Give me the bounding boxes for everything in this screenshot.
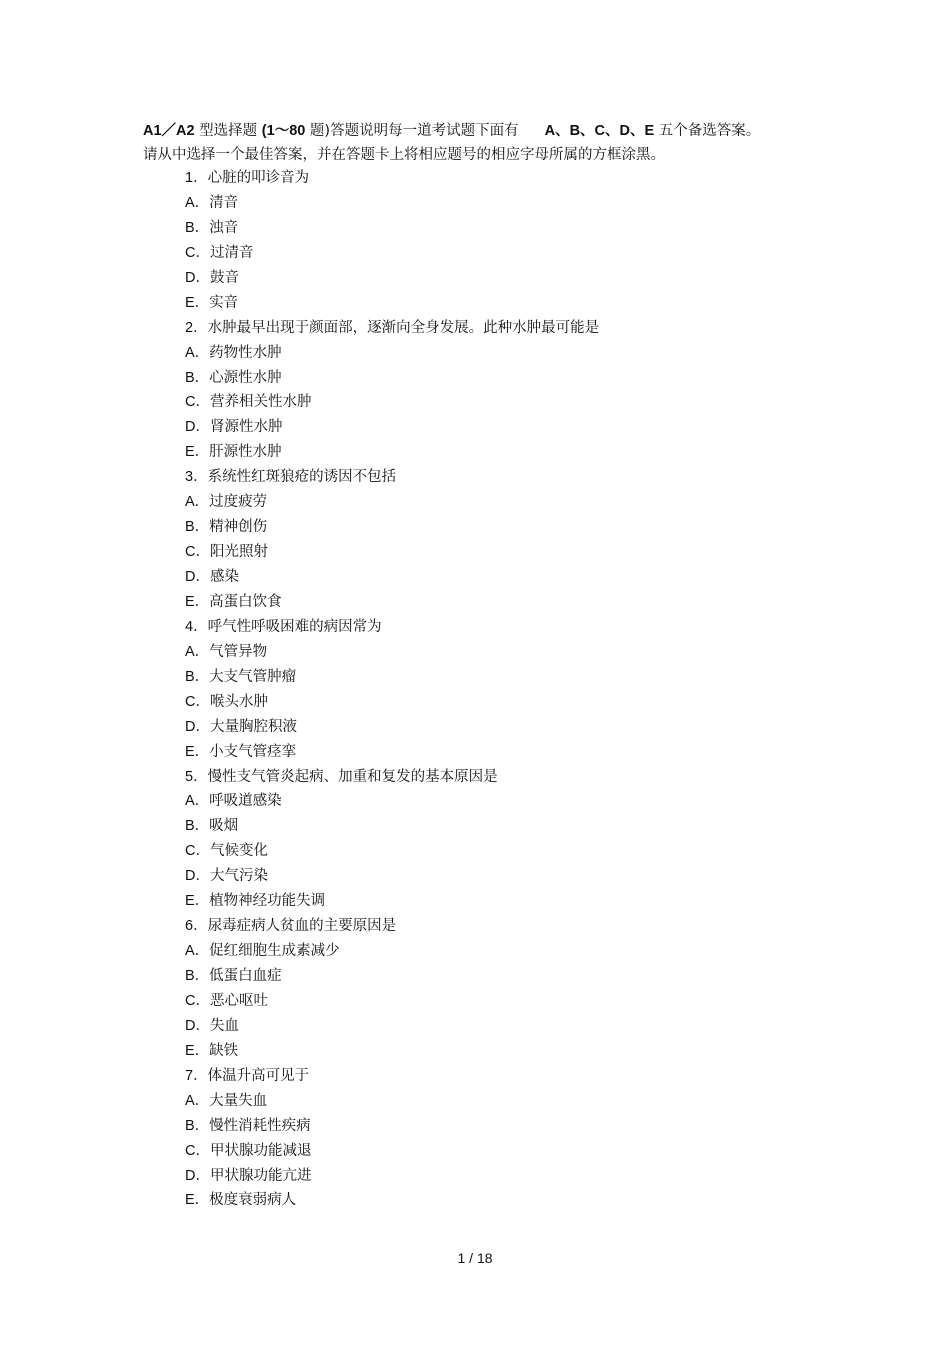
question-list xyxy=(185,166,805,1213)
option-text: 鼓音 xyxy=(209,269,239,286)
option-text: 呼吸道感染 xyxy=(209,793,282,810)
question-number: 4． xyxy=(185,618,208,635)
option-text: 植物神经功能失调 xyxy=(209,893,326,910)
option-text: 慢性消耗性疾病 xyxy=(209,1117,311,1134)
answer-option xyxy=(185,789,805,814)
option-text: 实音 xyxy=(209,294,239,311)
option-text: 甲状腺功能减退 xyxy=(209,1142,312,1159)
option-text: 阳光照射 xyxy=(209,544,268,561)
instructions-line-2: 请从中选择一个最佳答案，并在答题卡上将相应题号的相应字母所属的方框涂黑。 xyxy=(143,147,665,163)
question-number: 2． xyxy=(185,319,208,336)
answer-option xyxy=(185,839,805,864)
option-text: 甲状腺功能亢进 xyxy=(209,1167,312,1184)
option-label: C． xyxy=(185,394,210,411)
option-label: D． xyxy=(185,269,210,286)
answer-option xyxy=(185,640,805,665)
instructions-text-1: 型选择题 xyxy=(194,123,262,139)
option-label: C． xyxy=(185,1142,210,1159)
answer-option xyxy=(185,1014,805,1039)
answer-option xyxy=(185,291,805,316)
option-letters: A、B、C、D、E xyxy=(544,123,655,139)
option-text: 过度疲劳 xyxy=(209,494,268,511)
option-text: 喉头水肿 xyxy=(209,693,268,710)
instructions xyxy=(143,119,823,167)
option-label: D． xyxy=(185,718,210,735)
option-text: 浊音 xyxy=(209,219,239,236)
option-text: 吸烟 xyxy=(209,818,239,835)
question-stem xyxy=(185,166,805,191)
question-stem xyxy=(185,1064,805,1089)
option-label: D． xyxy=(185,868,210,885)
question-text: 系统性红斑狼疮的诱因不包括 xyxy=(207,469,397,486)
answer-option xyxy=(185,540,805,565)
question-number: 5． xyxy=(185,768,208,785)
option-label: E． xyxy=(185,743,210,760)
answer-option xyxy=(185,490,805,515)
question-text: 尿毒症病人贫血的主要原因是 xyxy=(207,918,397,935)
option-text: 恶心呕吐 xyxy=(209,992,268,1009)
option-label: C． xyxy=(185,244,210,261)
answer-option xyxy=(185,1039,805,1064)
question-stem xyxy=(185,615,805,640)
option-label: A． xyxy=(185,194,210,211)
option-label: E． xyxy=(185,294,210,311)
option-label: A． xyxy=(185,793,210,810)
answer-option xyxy=(185,241,805,266)
instructions-line-1 xyxy=(143,119,823,143)
answer-option xyxy=(185,864,805,889)
option-label: E． xyxy=(185,1042,210,1059)
option-label: D． xyxy=(185,1017,210,1034)
answer-option xyxy=(185,390,805,415)
answer-option xyxy=(185,341,805,366)
question-range: (1～80 xyxy=(261,123,306,139)
answer-option xyxy=(185,814,805,839)
option-text: 大支气管肿瘤 xyxy=(209,668,297,685)
answer-option xyxy=(185,1164,805,1189)
option-text: 促红细胞生成素减少 xyxy=(209,943,340,960)
option-label: E． xyxy=(185,593,210,610)
question-stem xyxy=(185,914,805,939)
answer-option xyxy=(185,690,805,715)
option-label: E． xyxy=(185,1192,210,1209)
option-text: 小支气管痉挛 xyxy=(209,743,297,760)
option-label: C． xyxy=(185,693,210,710)
instructions-text-2: 题)答题说明每一道考试题下面有 xyxy=(305,123,519,139)
option-label: B． xyxy=(185,668,210,685)
option-label: A． xyxy=(185,643,210,660)
option-text: 大气污染 xyxy=(209,868,268,885)
option-label: D． xyxy=(185,569,210,585)
option-text: 极度衰弱病人 xyxy=(209,1192,297,1209)
option-text: 营养相关性水肿 xyxy=(209,394,312,411)
option-label: B． xyxy=(185,968,210,984)
option-label: B． xyxy=(185,1117,210,1134)
option-label: C． xyxy=(185,544,210,561)
option-label: A． xyxy=(185,943,210,960)
answer-option xyxy=(185,740,805,765)
question-number: 3． xyxy=(185,469,208,486)
option-text: 肾源性水肿 xyxy=(209,419,283,436)
option-label: E． xyxy=(185,444,210,461)
option-text: 低蛋白血症 xyxy=(209,968,282,984)
option-text: 大量失血 xyxy=(209,1092,268,1109)
answer-option xyxy=(185,191,805,216)
question-text: 体温升高可见于 xyxy=(207,1067,310,1084)
option-label: D． xyxy=(185,1167,210,1184)
answer-option xyxy=(185,590,805,615)
option-label: A． xyxy=(185,494,210,511)
option-text: 气管异物 xyxy=(209,643,268,660)
option-text: 精神创伤 xyxy=(209,519,268,536)
question-text: 心脏的叩诊音为 xyxy=(207,170,310,186)
answer-option xyxy=(185,939,805,964)
option-label: A． xyxy=(185,344,210,361)
option-label: A． xyxy=(185,1092,210,1109)
option-text: 感染 xyxy=(209,569,239,585)
answer-option xyxy=(185,366,805,391)
option-text: 药物性水肿 xyxy=(209,344,282,361)
option-text: 过清音 xyxy=(209,244,254,261)
option-label: B． xyxy=(185,219,210,236)
option-label: B． xyxy=(185,519,210,536)
page-number: 1 / 18 xyxy=(457,1250,493,1266)
answer-option xyxy=(185,964,805,989)
option-label: D． xyxy=(185,419,210,436)
option-label: E． xyxy=(185,893,210,910)
instructions-text-3: 五个备选答案。 xyxy=(654,123,761,139)
answer-option xyxy=(185,216,805,241)
answer-option xyxy=(185,1139,805,1164)
answer-option xyxy=(185,440,805,465)
question-number: 1． xyxy=(185,170,208,186)
option-text: 缺铁 xyxy=(209,1042,239,1059)
question-number: 7． xyxy=(185,1067,208,1084)
question-number: 6． xyxy=(185,918,208,935)
answer-option xyxy=(185,565,805,590)
answer-option xyxy=(185,1188,805,1213)
option-text: 高蛋白饮食 xyxy=(209,593,282,610)
option-label: C． xyxy=(185,843,210,860)
answer-option xyxy=(185,989,805,1014)
option-text: 心源性水肿 xyxy=(209,369,282,386)
answer-option xyxy=(185,715,805,740)
option-text: 大量胸腔积液 xyxy=(209,718,297,735)
answer-option xyxy=(185,889,805,914)
question-stem xyxy=(185,316,805,341)
option-text: 肝源性水肿 xyxy=(209,444,282,461)
answer-option xyxy=(185,1114,805,1139)
answer-option xyxy=(185,515,805,540)
option-label: B． xyxy=(185,369,210,386)
question-type-label: A1／A2 xyxy=(143,123,195,139)
question-stem xyxy=(185,765,805,790)
question-text: 水肿最早出现于颜面部，逐渐向全身发展。此种水肿最可能是 xyxy=(207,319,600,336)
answer-option xyxy=(185,266,805,291)
answer-option xyxy=(185,415,805,440)
answer-option xyxy=(185,1089,805,1114)
option-label: B． xyxy=(185,818,210,835)
option-text: 气候变化 xyxy=(209,843,268,860)
question-stem xyxy=(185,465,805,490)
option-label: C． xyxy=(185,992,210,1009)
question-text: 呼气性呼吸困难的病因常为 xyxy=(207,618,382,635)
answer-option xyxy=(185,665,805,690)
option-text: 清音 xyxy=(209,194,239,211)
option-text: 失血 xyxy=(209,1017,239,1034)
question-text: 慢性支气管炎起病、加重和复发的基本原因是 xyxy=(207,768,498,785)
